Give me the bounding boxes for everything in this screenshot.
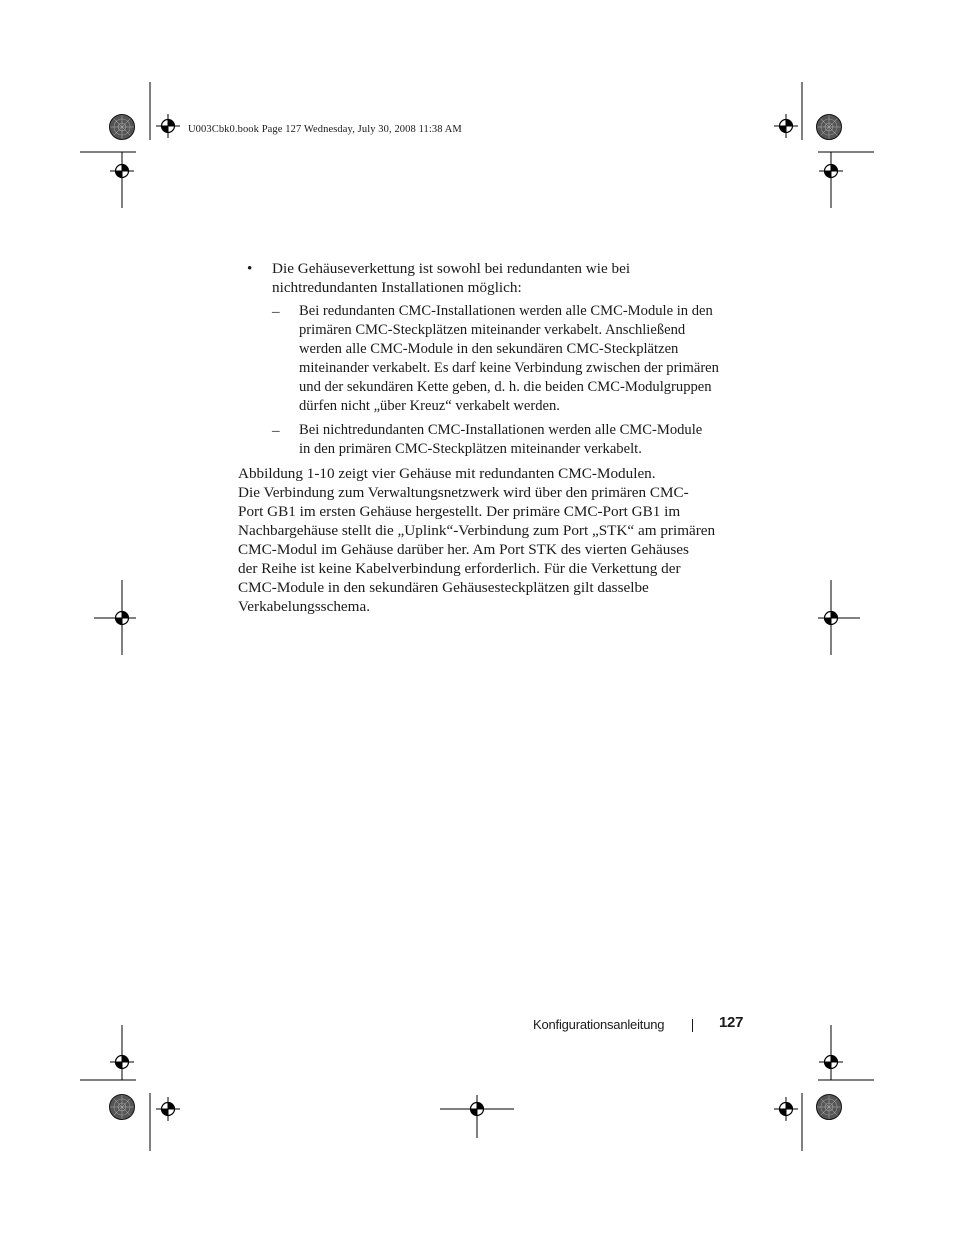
bullet-item-chaining <box>272 259 742 297</box>
footer-divider <box>692 1019 693 1032</box>
text-line: und der sekundären Kette geben, d. h. die beiden CMC-Modulgruppen <box>299 379 712 395</box>
registration-mark-bottom-right <box>774 1097 798 1121</box>
dash-symbol: – <box>272 303 280 320</box>
text-line: primären CMC-Steckplätzen miteinander verkabelt. Anschließend <box>299 322 686 338</box>
text-line: miteinander verkabelt. Es darf keine Verbindung zwischen der primären <box>299 360 719 376</box>
text-line: Die Gehäuseverkettung ist sowohl bei redundanten wie bei <box>272 260 631 277</box>
dash-symbol: – <box>272 422 280 439</box>
text-line: werden alle CMC-Module in den sekundären CMC-Steckplätzen <box>299 341 679 357</box>
text-line: CMC-Modul im Gehäuse darüber her. Am Port STK des vierten Gehäuses <box>238 541 689 558</box>
density-dial-bottom-left <box>110 1095 135 1120</box>
registration-mark-mid-right <box>819 606 843 630</box>
body-paragraph <box>238 464 738 616</box>
registration-mark-lower-right <box>819 1050 843 1074</box>
page-number: 127 <box>719 1014 744 1031</box>
text-line: nichtredundanten Installationen möglich: <box>272 279 522 296</box>
print-slug-header: U003Cbk0.book Page 127 Wednesday, July 30, 2008 11:38 AM <box>188 124 462 135</box>
density-dial-top-left <box>110 115 135 140</box>
registration-mark-bottom-center <box>465 1097 489 1121</box>
sub-item-redundant <box>299 302 739 416</box>
registration-mark-lower-left <box>110 1050 134 1074</box>
registration-mark-mid-left <box>110 606 134 630</box>
bullet-symbol: • <box>247 260 253 277</box>
text-line: Verkabelungsschema. <box>238 598 370 615</box>
text-line: Die Verbindung zum Verwaltungsnetzwerk wird über den primären CMC- <box>238 484 689 501</box>
text-line: Port GB1 im ersten Gehäuse hergestellt. Der primäre CMC-Port GB1 im <box>238 503 681 520</box>
density-dial-bottom-right <box>817 1095 842 1120</box>
registration-mark-upper-right <box>819 159 843 183</box>
text-line: Bei nichtredundanten CMC-Installationen werden alle CMC-Module <box>299 422 703 438</box>
text-line: in den primären CMC-Steckplätzen miteinander verkabelt. <box>299 441 642 457</box>
density-dial-top-right <box>817 115 842 140</box>
registration-mark-top-left <box>156 114 180 138</box>
text-line: dürfen nicht „über Kreuz“ verkabelt werden. <box>299 398 560 414</box>
sub-item-nonredundant <box>299 421 739 459</box>
registration-mark-top-right <box>774 114 798 138</box>
registration-mark-bottom-left <box>156 1097 180 1121</box>
text-line: Bei redundanten CMC-Installationen werden alle CMC-Module in den <box>299 303 713 319</box>
crop-lines <box>80 82 874 1151</box>
text-line: Abbildung 1-10 zeigt vier Gehäuse mit redundanten CMC-Modulen. <box>238 465 656 482</box>
footer-section-title: Konfigurationsanleitung <box>533 1017 665 1032</box>
text-line: CMC-Module in den sekundären Gehäusesteckplätzen gilt dasselbe <box>238 579 649 596</box>
text-line: der Reihe ist keine Kabelverbindung erforderlich. Für die Verkettung der <box>238 560 681 577</box>
text-line: Nachbargehäuse stellt die „Uplink“-Verbindung zum Port „STK“ am primären <box>238 522 716 539</box>
registration-mark-upper-left <box>110 159 134 183</box>
